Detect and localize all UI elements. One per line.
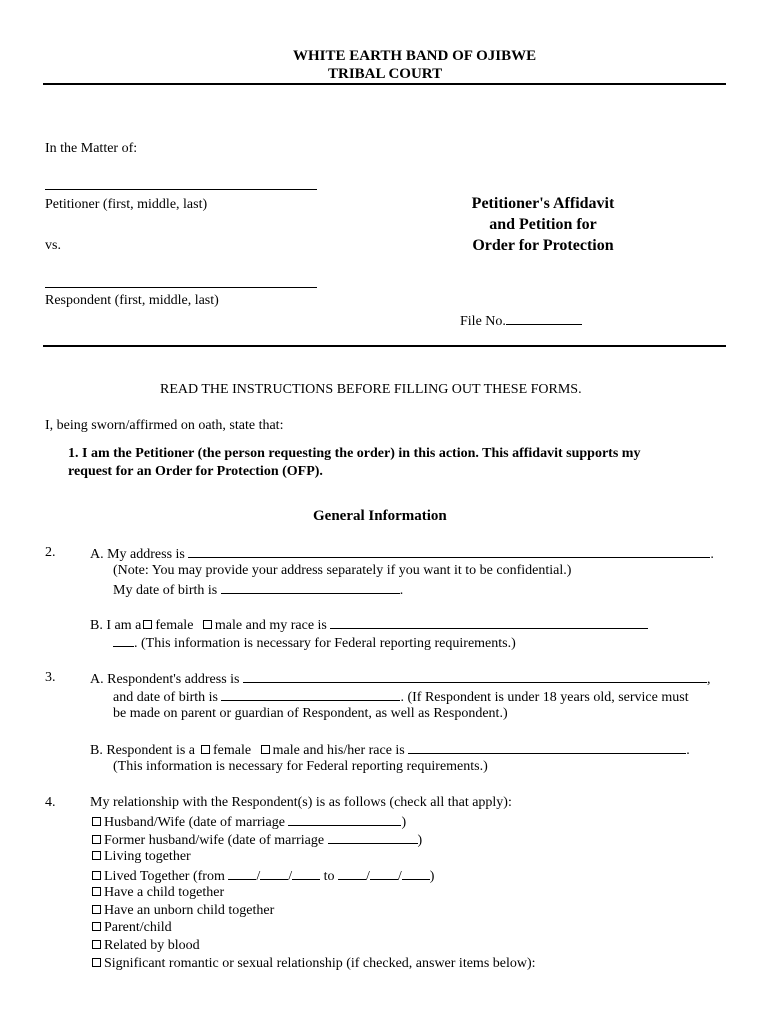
respondent-label: Respondent (first, middle, last) [45,293,219,308]
relationship-option: Lived Together (from / / to / / ) [90,866,434,886]
female-label: female [155,618,194,633]
relationship-option [90,884,224,902]
relationship-label: Have an unborn child together [104,903,275,918]
petitioner-dob-label: My date of birth is [113,583,218,598]
vs-label: vs. [45,238,61,253]
instructions-notice: READ THE INSTRUCTIONS BEFORE FILLING OUT THESE FORMS. [160,382,582,397]
file-number-field[interactable] [506,311,582,325]
respondent-dob-field[interactable] [221,687,400,701]
relationship-label: Related by blood [104,938,200,953]
petitioner-name-field[interactable] [45,176,317,190]
court-type: TRIBAL COURT [328,66,443,82]
court-name: WHITE EARTH BAND OF OJIBWE [293,48,537,64]
item-2-number: 2. [45,545,56,560]
item-3-number: 3. [45,670,56,685]
in-matter-of-label: In the Matter of: [45,141,138,156]
item-3a-label: A. Respondent's address is [90,672,240,687]
petitioner-address-field[interactable] [188,544,710,558]
respondent-race-field[interactable] [408,740,686,754]
respondent-female-label: female [213,743,252,758]
caption-rule [43,345,726,347]
respondent-female-checkbox[interactable] [201,745,210,754]
item-3b-label: B. Respondent is a [90,743,195,758]
item-3a-note-2: be made on parent or guardian of Respondent, as well as Respondent.) [113,706,508,721]
item-3b-row: B. Respondent is a female male and his/her race is . [90,740,690,760]
relationship-label: Husband/Wife (date of marriage [104,815,285,830]
former-marriage-date-field[interactable] [328,830,418,844]
document-title-line-2: and Petition for [489,216,597,233]
relationship-checkbox[interactable] [92,887,101,896]
respondent-name-field[interactable] [45,274,317,288]
relationship-option [90,848,191,866]
female-checkbox[interactable] [143,620,152,629]
relationship-option: Former husband/wife (date of marriage ) [90,830,422,850]
relationship-checkbox[interactable] [92,871,101,880]
respondent-male-race-label: male and his/her race is [272,743,405,758]
section-title: General Information [313,508,447,524]
document-title-line-1: Petitioner's Affidavit [471,195,615,212]
item-2b-reason-row [113,633,516,653]
item-2a-row: A. My address is . [90,544,714,564]
respondent-dob-label: and date of birth is [113,690,218,705]
relationship-label: Have a child together [104,885,225,900]
lived-to-day-field[interactable] [370,866,398,880]
respondent-address-field[interactable] [243,669,707,683]
lived-to-month-field[interactable] [338,866,366,880]
relationship-option [90,955,536,973]
item-4-intro: My relationship with the Respondent(s) is as follows (check all that apply): [90,795,512,810]
lived-from-day-field[interactable] [260,866,288,880]
relationship-checkbox[interactable] [92,940,101,949]
item-2b-row [90,615,648,635]
item-2b-reason: . (This information is necessary for Federal reporting requirements.) [134,636,516,651]
item-3a-row: A. Respondent's address is , [90,669,711,689]
petitioner-race-field[interactable] [330,615,648,629]
petitioner-dob-field[interactable] [221,580,400,594]
item-2a-note: (Note: You may provide your address separately if you want it to be confidential.) [113,563,572,578]
relationship-label: Former husband/wife (date of marriage [104,833,325,848]
relationship-label: Lived Together (from [104,869,225,884]
relationship-checkbox[interactable] [92,851,101,860]
item-1-line-1: 1. I am the Petitioner (the person requesting the order) in this action. This affidavit supports my [68,446,641,461]
relationship-checkbox[interactable] [92,835,101,844]
relationship-option: Husband/Wife (date of marriage ) [90,812,406,832]
relationship-option [90,937,200,955]
relationship-label: Parent/child [104,920,172,935]
relationship-checkbox[interactable] [92,958,101,967]
marriage-date-field[interactable] [288,812,401,826]
male-checkbox[interactable] [203,620,212,629]
file-number-row [460,311,582,331]
lived-from-month-field[interactable] [228,866,256,880]
petitioner-race-field-cont[interactable] [113,633,134,647]
relationship-option [90,902,274,920]
male-race-label: male and my race is [214,618,327,633]
relationship-label: Significant romantic or sexual relationship (if checked, answer items below): [104,956,536,971]
item-4-number: 4. [45,795,56,810]
relationship-checkbox[interactable] [92,905,101,914]
item-3b-reason: (This information is necessary for Federal reporting requirements.) [113,759,488,774]
relationship-label: Living together [104,849,191,864]
lived-from-year-field[interactable] [292,866,320,880]
respondent-male-checkbox[interactable] [261,745,270,754]
item-3a-note-1: . (If Respondent is under 18 years old, service must [400,690,689,705]
document-title-line-3: Order for Protection [472,237,614,254]
file-number-label: File No. [460,314,506,329]
relationship-checkbox[interactable] [92,817,101,826]
to-label: to [323,869,335,884]
petitioner-label: Petitioner (first, middle, last) [45,197,208,212]
oath-statement: I, being sworn/affirmed on oath, state that: [45,418,284,433]
item-2a-label: A. My address is [90,547,185,562]
header-rule [43,83,726,85]
item-1-line-2: request for an Order for Protection (OFP). [68,464,323,479]
item-2a-dob-row: My date of birth is . [113,580,403,600]
relationship-option [90,919,172,937]
item-2b-label: B. I am a [90,618,142,633]
relationship-checkbox[interactable] [92,922,101,931]
lived-to-year-field[interactable] [402,866,430,880]
item-3a-dob-row [113,687,689,707]
